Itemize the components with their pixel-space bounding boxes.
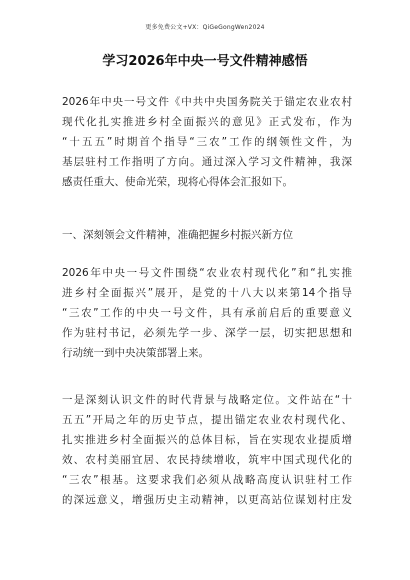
paragraph-intro (62, 92, 352, 192)
paragraph-line: 行动统一到中央决策部署上来。 (62, 347, 209, 359)
section-heading-1 (62, 225, 352, 245)
header-note: 更多免费公文+VX：QiGeGongWen2024 (145, 24, 265, 31)
paragraph-line: 进乡村全面振兴”展开，是党的十八大以来第14个指导 (62, 287, 352, 299)
paragraph-line: 一是深刻认识文件的时代背景与战略定位。文件站在“十 (62, 394, 352, 406)
paragraph-line: 2026年中央一号文件《中共中央国务院关于锚定农业农村 (62, 96, 352, 108)
paragraph-line: 五五”开局之年的历史节点，提出锚定农业农村现代化、 (62, 414, 352, 426)
document-title: 学习2026年中央一号文件精神感悟 (102, 54, 308, 69)
paragraph-line: 2026年中央一号文件围绕“农业农村现代化”和“扎实推 (62, 267, 352, 279)
paragraph-line: “三农”工作的中央一号文件，具有承前启后的重要意义 (62, 307, 352, 319)
paragraph-line: 基层驻村工作指明了方向。通过深入学习文件精神，我深 (62, 156, 352, 168)
paragraph-line: 的深远意义，增强历史主动精神，以更高站位谋划村庄发 (62, 494, 352, 506)
paragraph-line: 扎实推进乡村全面振兴的总体目标，旨在实现农业提质增 (62, 434, 352, 446)
paragraph-line: “三农”根基。这要求我们必须从战略高度认识驻村工作 (62, 474, 352, 486)
paragraph-point-1 (62, 390, 352, 510)
paragraph-section-1 (62, 263, 352, 363)
paragraph-line: 作为驻村书记，必须先学一步、深学一层，切实把思想和 (62, 327, 352, 339)
paragraph-line: 感责任重大、使命光荣，现将心得体会汇报如下。 (62, 176, 293, 188)
section-heading-text: 一、深刻领会文件精神，准确把握乡村振兴新方位 (62, 229, 293, 241)
paragraph-line: “十五五”时期首个指导“三农”工作的纲领性文件，为 (62, 136, 352, 148)
paragraph-line: 效、农村美丽宜居、农民持续增收，筑牢中国式现代化的 (62, 454, 352, 466)
paragraph-line: 现代化扎实推进乡村全面振兴的意见》正式发布，作为 (62, 116, 352, 128)
